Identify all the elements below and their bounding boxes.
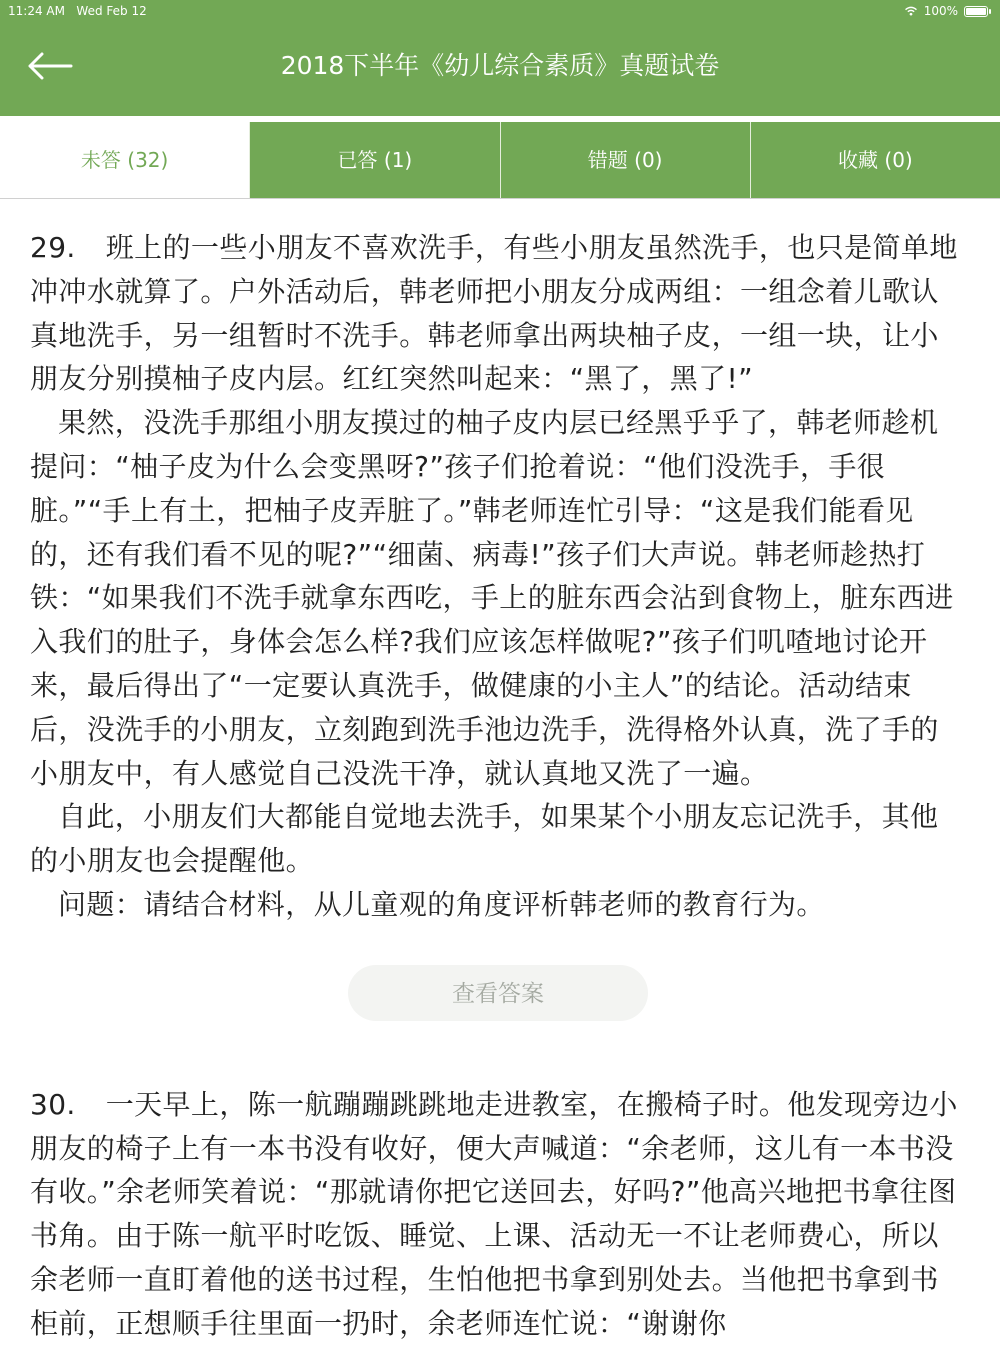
tab-answered[interactable]: 已答 (1): [249, 122, 499, 198]
question-paragraph: [30, 1083, 966, 1346]
question-item: [30, 226, 966, 1021]
question-text: 一天早上，陈一航蹦蹦跳跳地走进教室，在搬椅子时。他发现旁边小朋友的椅子上有一本书没有收好，便大声喊道：“余老师，这儿有一本书没有收。”余老师笑着说：“那就请你把它送回去，好吗?”他高兴地把书拿往图书角。由于陈一航平时吃饭、睡觉、上课、活动无一不让老师费心，所以余老师一直盯着他的送书过程，生怕他把书拿到别处去。当他把书拿到书柜前，正想顺手往里面一扔时，余老师连忙说：“谢谢你: [30, 1087, 958, 1340]
app-header: [0, 0, 1000, 116]
battery-percent: 100%: [923, 4, 958, 18]
view-answer-button[interactable]: 查看答案: [348, 965, 648, 1021]
status-bar: [0, 0, 1000, 22]
tab-wrong[interactable]: 错题 (0): [500, 122, 750, 198]
question-paragraph: 果然，没洗手那组小朋友摸过的柚子皮内层已经黑乎乎了，韩老师趁机提问：“柚子皮为什么会变黑呀?”孩子们抢着说：“他们没洗手，手很脏。”“手上有土，把柚子皮弄脏了。”韩老师连忙引导：“这是我们能看见的，还有我们看不见的呢?”“细菌、病毒!”孩子们大声说。韩老师趁热打铁：“如果我们不洗手就拿东西吃，手上的脏东西会沾到食物上，脏东西进入我们的肚子，身体会怎么样?我们应该怎样做呢?”孩子们叽喳地讨论开来，最后得出了“一定要认真洗手，做健康的小主人”的结论。活动结束后，没洗手的小朋友，立刻跑到洗手池边洗手，洗得格外认真，洗了手的小朋友中，有人感觉自己没洗干净，就认真地又洗了一遍。: [30, 406, 954, 790]
tab-unanswered[interactable]: 未答 (32): [0, 122, 249, 198]
tab-favorites[interactable]: 收藏 (0): [750, 122, 1000, 198]
battery-icon: [964, 6, 988, 17]
question-paragraph: 自此，小朋友们大都能自觉地去洗手，如果某个小朋友忘记洗手，其他的小朋友也会提醒他。: [30, 800, 939, 878]
question-prompt: 问题：请结合材料，从儿童观的角度评析韩老师的教育行为。: [58, 887, 825, 921]
arrow-left-icon: [27, 52, 73, 80]
question-item: [30, 1083, 966, 1346]
page-title: 2018下半年《幼儿综合素质》真题试卷: [280, 51, 720, 80]
status-date: Wed Feb 12: [76, 4, 147, 18]
question-paragraph: [30, 226, 966, 401]
question-number: 30.: [30, 1087, 76, 1121]
battery-fill: [966, 8, 986, 15]
question-number: 29.: [30, 231, 76, 264]
question-list: [30, 226, 966, 1346]
question-text: 班上的一些小朋友不喜欢洗手，有些小朋友虽然洗手，也只是简单地冲冲水就算了。户外活动后，韩老师把小朋友分成两组：一组念着儿歌认真地洗手，另一组暂时不洗手。韩老师拿出两块柚子皮，一组一块，让小朋友分别摸柚子皮内层。红红突然叫起来：“黑了，黑了!”: [30, 231, 958, 396]
status-right: [904, 0, 988, 22]
wifi-icon: [904, 6, 918, 16]
tab-bar: [0, 122, 1000, 198]
status-time: [8, 0, 147, 22]
back-button[interactable]: [22, 42, 78, 90]
tab-divider: [0, 198, 1000, 199]
status-clock: 11:24 AM: [8, 4, 65, 18]
